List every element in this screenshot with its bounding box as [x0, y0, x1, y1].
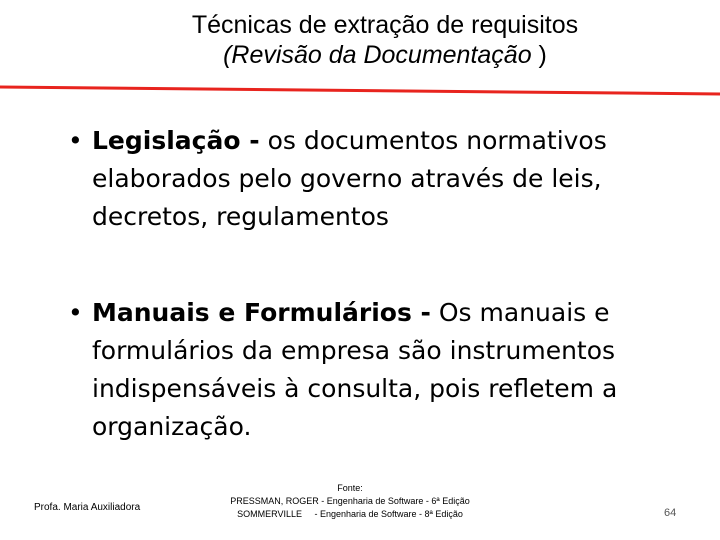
- title-line-2-italic: (Revisão da Documentação: [223, 41, 532, 69]
- title-line-2: [40, 40, 720, 70]
- title-underline: [0, 84, 720, 98]
- source-line-1: PRESSMAN, ROGER - Engenharia de Software - 6ª Edição: [230, 496, 470, 506]
- bullet-list: [68, 122, 688, 446]
- bullet-marker: •: [68, 298, 83, 327]
- bullet-term: Legislação -: [92, 126, 260, 155]
- bullet-manuais: [68, 294, 688, 446]
- bullet-text: os documentos normativos elaborados pelo governo através de leis, decretos, regulamentos: [92, 126, 607, 231]
- title-line-2-end: ): [531, 41, 547, 69]
- slide-title: [40, 10, 720, 70]
- bullet-text: Os manuais e formulários da empresa são instrumentos indispensáveis à consulta, pois refletem a organização.: [92, 298, 618, 441]
- source-line-2: SOMMERVILLE - Engenharia de Software - 8ª Edição: [237, 509, 463, 519]
- page-number: 64: [664, 507, 677, 519]
- bullet-legislacao: [68, 122, 688, 236]
- source-citation: [190, 482, 510, 521]
- bullet-marker: •: [68, 126, 83, 155]
- author-credit: Profa. Maria Auxiliadora: [34, 502, 141, 513]
- title-line-1: Técnicas de extração de requisitos: [191, 11, 579, 39]
- source-label: Fonte:: [337, 483, 363, 493]
- bullet-term: Manuais e Formulários -: [92, 298, 431, 327]
